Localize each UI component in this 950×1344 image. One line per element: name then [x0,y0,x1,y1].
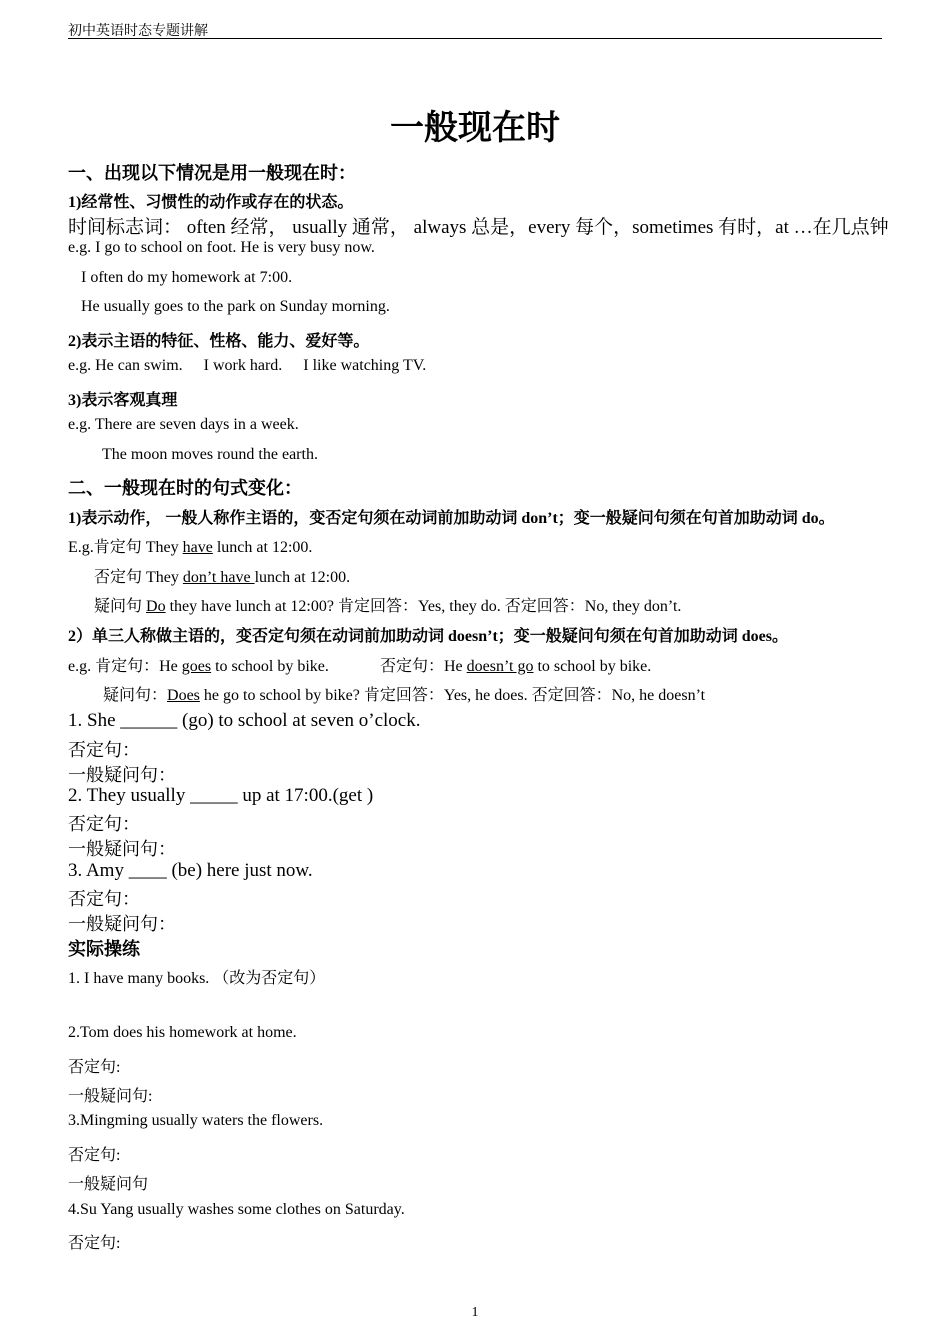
example-line [68,534,312,557]
exercise-question-label: 一般疑问句： [68,914,176,934]
section1-item3-heading: 3)表示客观真理 [68,392,178,409]
example-part: 否定句 They [94,569,183,586]
practice-heading: 实际操练 [68,939,140,959]
underlined-verb: Does [167,687,200,704]
page-title: 一般现在时 [390,110,560,147]
example-part: e.g. He can swim. [68,357,183,374]
example-part: lunch at 12:00. [212,539,313,556]
practice-negative-label: 否定句: [68,1147,121,1164]
example-part: they have lunch at 12:00? 肯定回答：Yes, they do. 否定回答：No, they don’t. [165,598,682,615]
practice-item: 1. I have many books. （改为否定句） [68,970,326,987]
page-number: 1 [471,1305,479,1320]
example-line [380,653,651,676]
practice-item: 2.Tom does his homework at home. [68,1024,297,1041]
running-header: 初中英语时态专题讲解 [68,24,208,39]
section1-heading: 一、出现以下情况是用一般现在时： [68,163,356,183]
exercise-negative-label: 否定句： [68,740,140,760]
underlined-verb: goes [181,658,212,675]
practice-negative-label: 否定句: [68,1235,121,1252]
header-rule [68,38,882,39]
exercise-question-label: 一般疑问句： [68,765,176,785]
example-part: to school by bike. [211,658,329,675]
example-part: I work hard. [203,357,283,374]
example-part: e.g. 肯定句：He [68,658,182,675]
practice-item: 4.Su Yang usually washes some clothes on Saturday. [68,1201,405,1218]
practice-negative-label: 否定句: [68,1059,121,1076]
exercise-negative-label: 否定句： [68,889,140,909]
practice-question-label: 一般疑问句: [68,1088,153,1105]
example-line: The moon moves round the earth. [102,446,318,463]
section1-item2-heading: 2)表示主语的特征、性格、能力、爱好等。 [68,333,370,350]
time-words: 时间标志词： often 经常， usually 通常， always 总是，every 每个，sometimes 有时，at …在几点钟 [68,217,889,238]
example-part: I like watching TV. [303,357,427,374]
exercise-negative-label: 否定句： [68,814,140,834]
underlined-verb: Do [146,598,166,615]
example-line: e.g. I go to school on foot. He is very busy now. [68,239,375,256]
example-line: I often do my homework at 7:00. [81,269,293,286]
example-part: he go to school by bike? 肯定回答：Yes, he does. 否定回答：No, he doesn’t [199,687,706,704]
section2-item1-heading: 1)表示动作， 一般人称作主语的，变否定句须在动词前加助动词 don’t；变一般疑问句须在句首加助动词 do。 [68,510,835,527]
example-line [68,653,329,676]
section2-item2-heading: 2）单三人称做主语的，变否定句须在动词前加助动词 doesn’t；变一般疑问句须在句首加助动词 does。 [68,628,789,645]
example-line: e.g. There are seven days in a week. [68,416,299,433]
example-part: 疑问句 [94,598,147,615]
example-part: 否定句：He [380,658,467,675]
example-line [103,682,705,705]
section2-heading: 二、一般现在时的句式变化： [68,478,302,498]
exercise-question: 2. They usually _____ up at 17:00.(get ) [68,785,374,806]
underlined-verb: doesn’t go [466,658,534,675]
section1-item1-heading: 1)经常性、习惯性的动作或存在的状态。 [68,194,354,211]
example-part: 疑问句： [103,687,168,704]
example-part: to school by bike. [533,658,652,675]
example-part: lunch at 12:00. [254,569,351,586]
practice-item: 3.Mingming usually waters the flowers. [68,1112,324,1129]
underlined-verb: don’t have [182,569,255,586]
exercise-question-label: 一般疑问句： [68,839,176,859]
practice-question-label: 一般疑问句 [68,1176,149,1193]
example-part: E.g.肯定句 They [68,539,183,556]
example-line [94,564,350,587]
exercise-question: 1. She ______ (go) to school at seven o’clock. [68,710,421,731]
exercise-question: 3. Amy ____ (be) here just now. [68,860,313,881]
underlined-verb: have [182,539,213,556]
example-line [94,593,681,616]
example-line [68,357,426,375]
example-line: He usually goes to the park on Sunday morning. [81,298,390,315]
